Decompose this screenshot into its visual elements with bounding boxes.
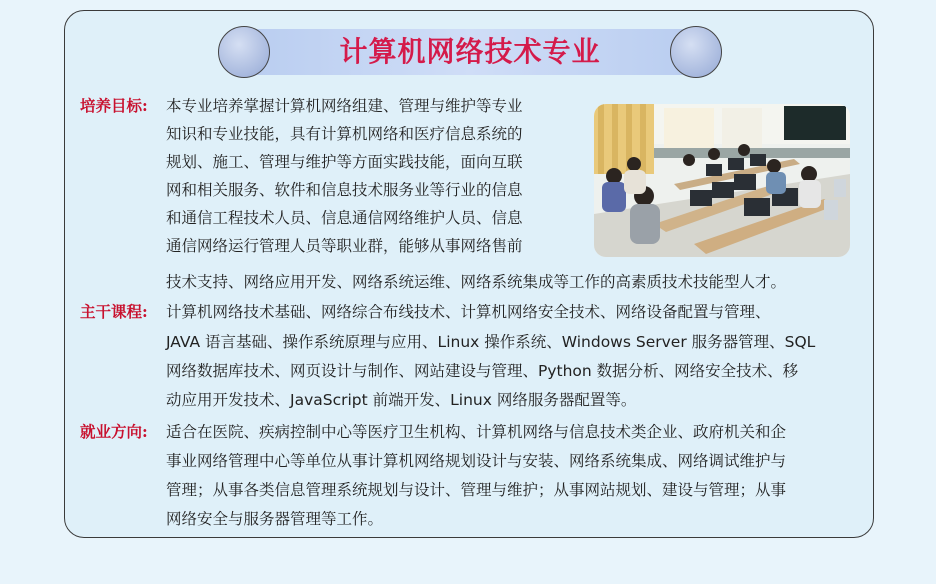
- courses-label: 主干课程:: [80, 302, 148, 321]
- goal-line: 规划、施工、管理与维护等方面实践技能，面向互联: [166, 153, 523, 171]
- goal-line: 网和相关服务、软件和信息技术服务业等行业的信息: [166, 181, 523, 199]
- goal-label: 培养目标:: [80, 96, 148, 115]
- courses-line: JAVA 语言基础、操作系统原理与应用、Linux 操作系统、Windows Server 服务器管理、SQL: [166, 333, 816, 351]
- career-line: 网络安全与服务器管理等工作。: [166, 510, 384, 528]
- career-line: 管理；从事各类信息管理系统规划与设计、管理与维护；从事网站规划、建设与管理；从事: [166, 481, 787, 499]
- career-label: 就业方向:: [80, 422, 148, 441]
- goal-line: 通信网络运行管理人员等职业群，能够从事网络售前: [166, 237, 523, 255]
- goal-line: 和通信工程技术人员、信息通信网络维护人员、信息: [166, 209, 523, 227]
- career-line: 事业网络管理中心等单位从事计算机网络规划设计与安装、网络系统集成、网络调试维护与: [166, 452, 787, 470]
- title-banner: [218, 26, 722, 80]
- goal-line: 知识和专业技能，具有计算机网络和医疗信息系统的: [166, 125, 523, 143]
- page-title: 计算机网络技术专业: [339, 35, 601, 68]
- courses-line: 网络数据库技术、网页设计与制作、网站建设与管理、Python 数据分析、网络安全技术、移: [166, 362, 799, 380]
- career-line: 适合在医院、疾病控制中心等医疗卫生机构、计算机网络与信息技术类企业、政府机关和企: [166, 423, 787, 441]
- goal-line: 本专业培养掌握计算机网络组建、管理与维护等专业: [166, 97, 523, 115]
- courses-line: 计算机网络技术基础、网络综合布线技术、计算机网络安全技术、网络设备配置与管理、: [166, 303, 771, 321]
- courses-line: 动应用开发技术、JavaScript 前端开发、Linux 网络服务器配置等。: [166, 391, 637, 409]
- classroom-photo: [594, 104, 850, 257]
- goal-line: 技术支持、网络应用开发、网络系统运维、网络系统集成等工作的高素质技术技能型人才。: [166, 273, 787, 291]
